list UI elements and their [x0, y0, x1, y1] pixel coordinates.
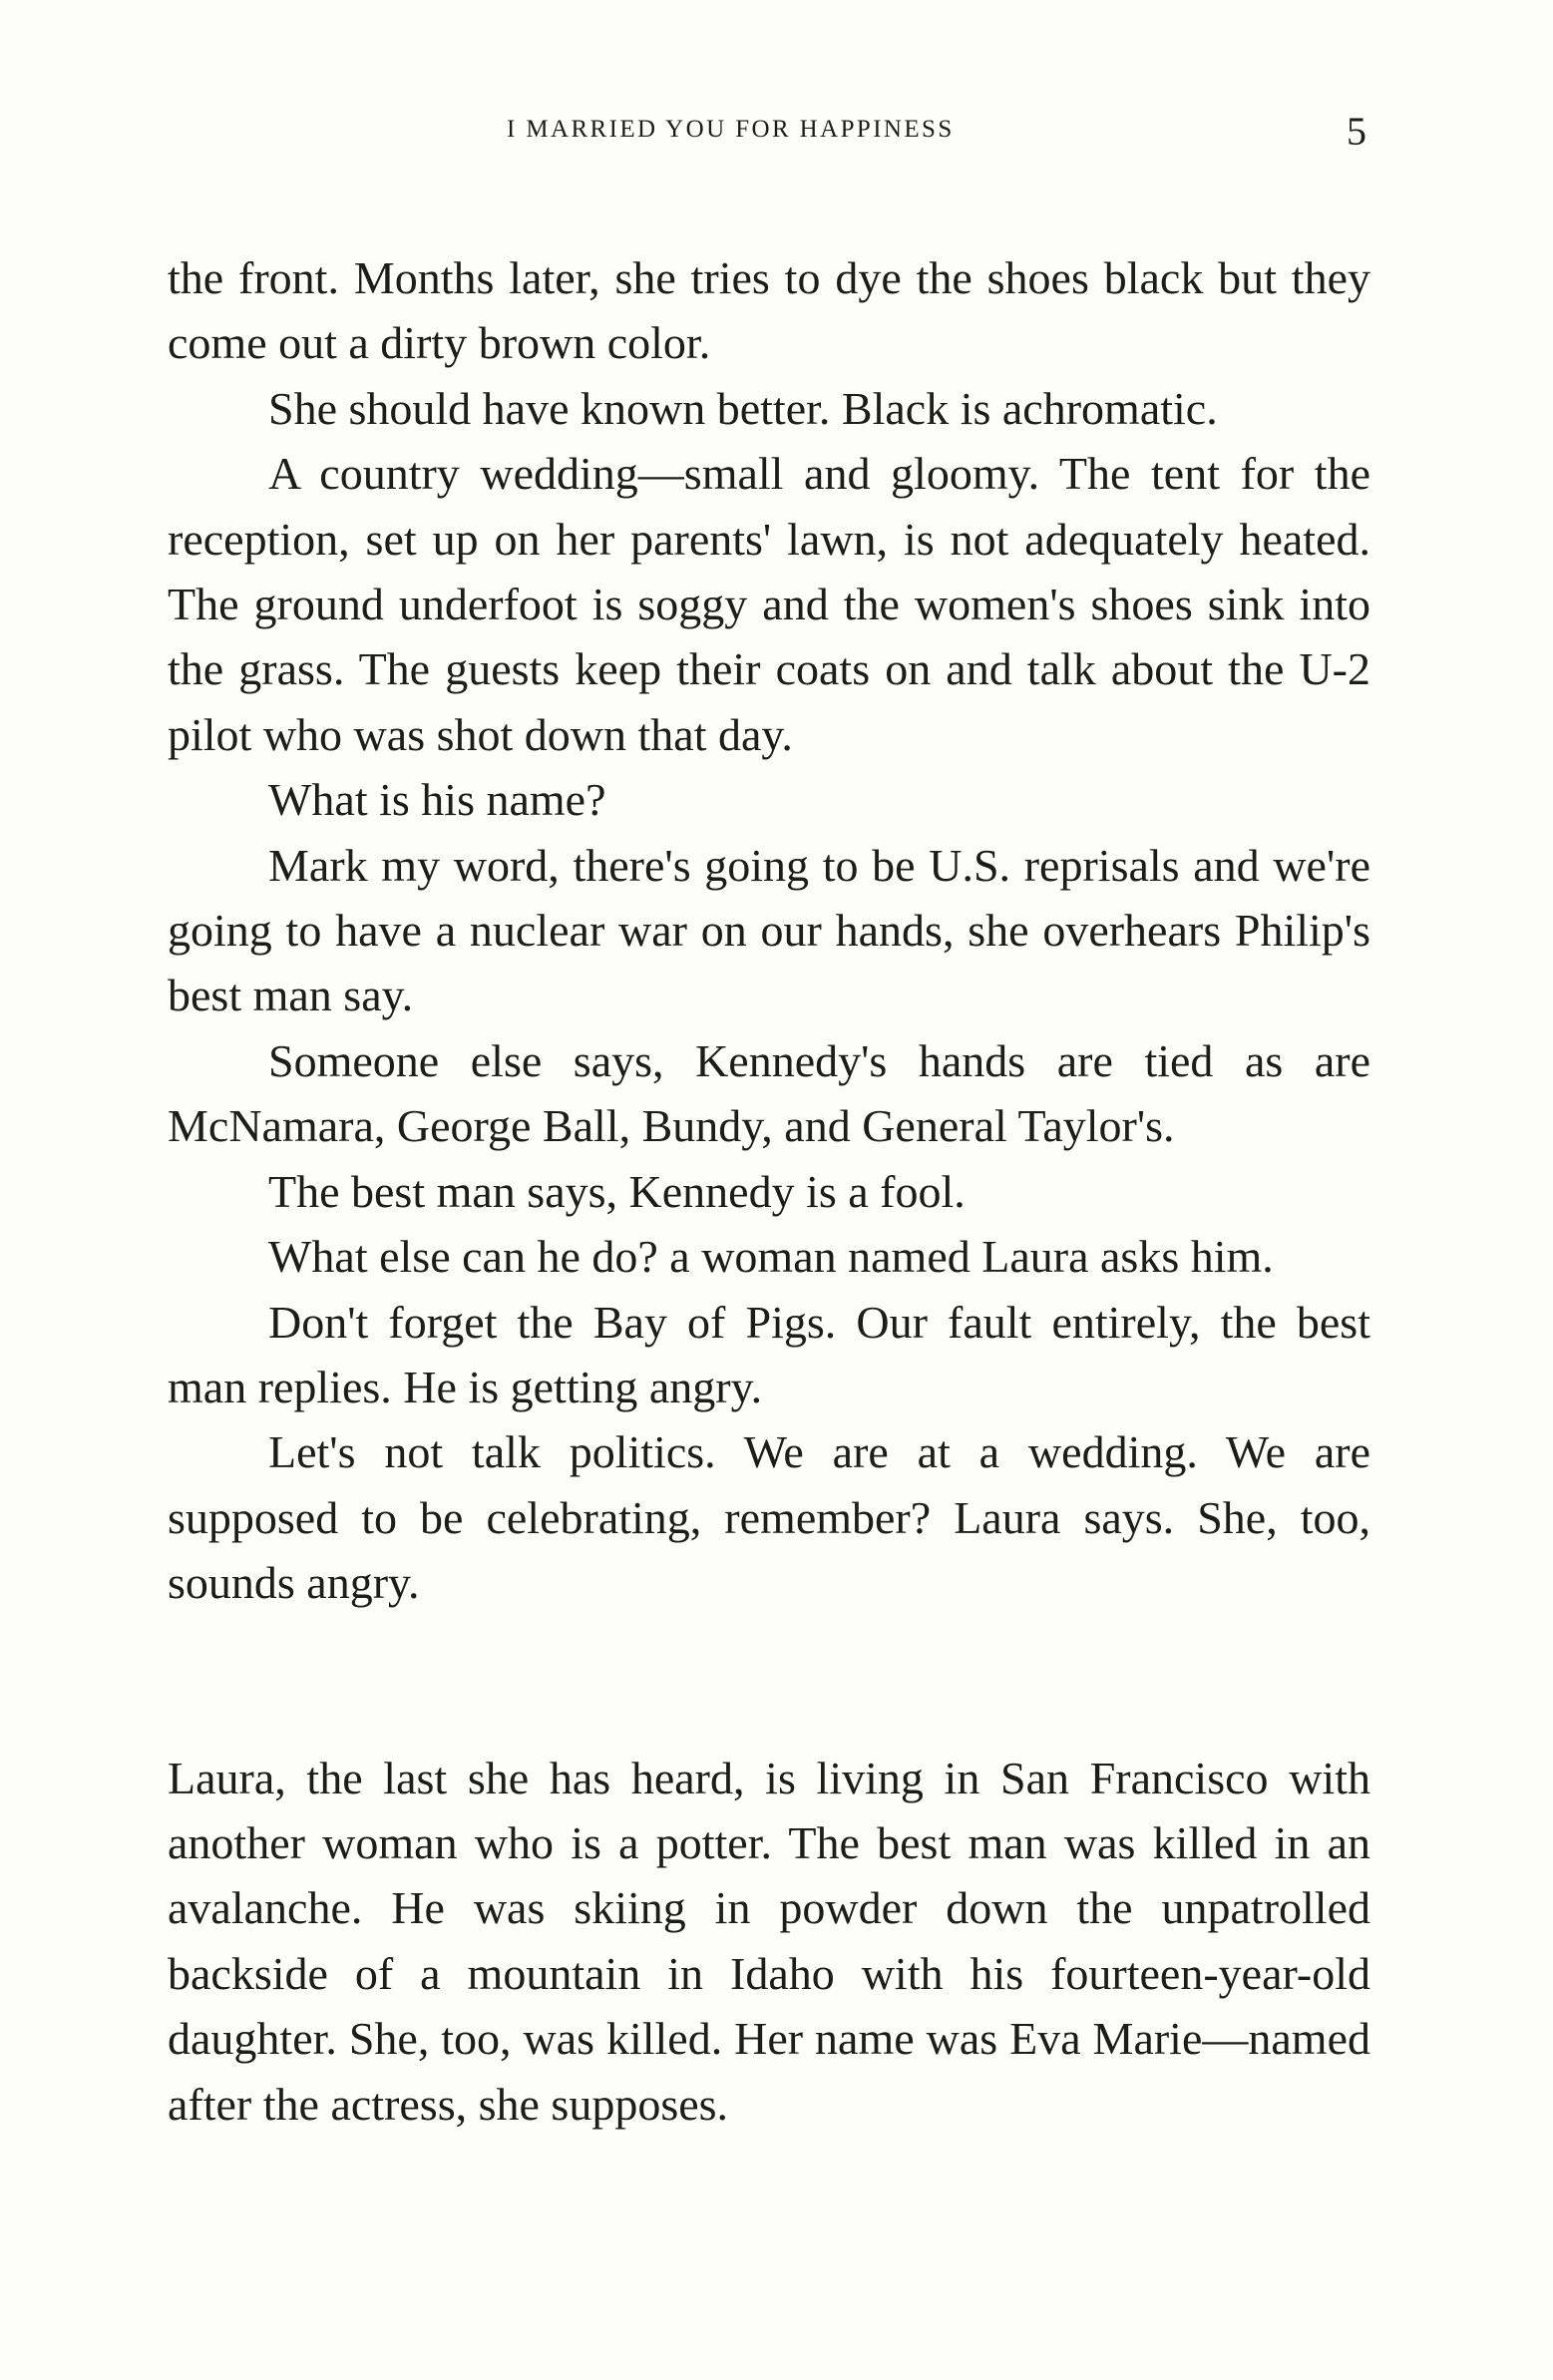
running-head	[0, 108, 1553, 152]
paragraph: Mark my word, there's going to be U.S. reprisals and we're going to have a nuclear war on our hands, she overhears Philip's best man say.	[168, 839, 1370, 1021]
paragraph: She should have known better. Black is achromatic.	[268, 382, 1218, 434]
paragraph: What is his name?	[268, 774, 606, 826]
paragraph: The best man says, Kennedy is a fool.	[268, 1165, 966, 1217]
body-text	[168, 245, 1370, 2137]
paragraph-continuation: the front. Months later, she tries to dye the shoes black but they come out a dirty brown color.	[168, 252, 1370, 369]
paragraph: Don't forget the Bay of Pigs. Our fault entirely, the best man replies. He is getting angry.	[168, 1296, 1370, 1412]
paragraph: Let's not talk politics. We are at a wedding. We are supposed to be celebrating, remember? Laura says. She, too, sounds angry.	[168, 1426, 1370, 1609]
running-title: I MARRIED YOU FOR HAPPINESS	[507, 116, 955, 143]
page-number: 5	[1347, 109, 1366, 154]
paragraph: A country wedding—small and gloomy. The tent for the reception, set up on her parents' lawn, is not adequately heated. The ground underfoot is soggy and the women's shoes sink into the grass. The guests keep their coats on and talk about the U-2 pilot who was shot down that day.	[168, 448, 1370, 760]
paragraph: Someone else says, Kennedy's hands are tied as are McNamara, George Ball, Bundy, and General Taylor's.	[168, 1034, 1370, 1152]
section-start-paragraph: Laura, the last she has heard, is living in San Francisco with another woman who is a potter. The best man was killed in an avalanche. He was skiing in powder down the unpatrolled backside of a mountain in Idaho with his fourteen-year-old daughter. She, too, was killed. Her name was Eva Marie—named after the actress, she supposes.	[168, 1752, 1370, 2130]
paragraph: What else can he do? a woman named Laura asks him.	[268, 1231, 1274, 1283]
